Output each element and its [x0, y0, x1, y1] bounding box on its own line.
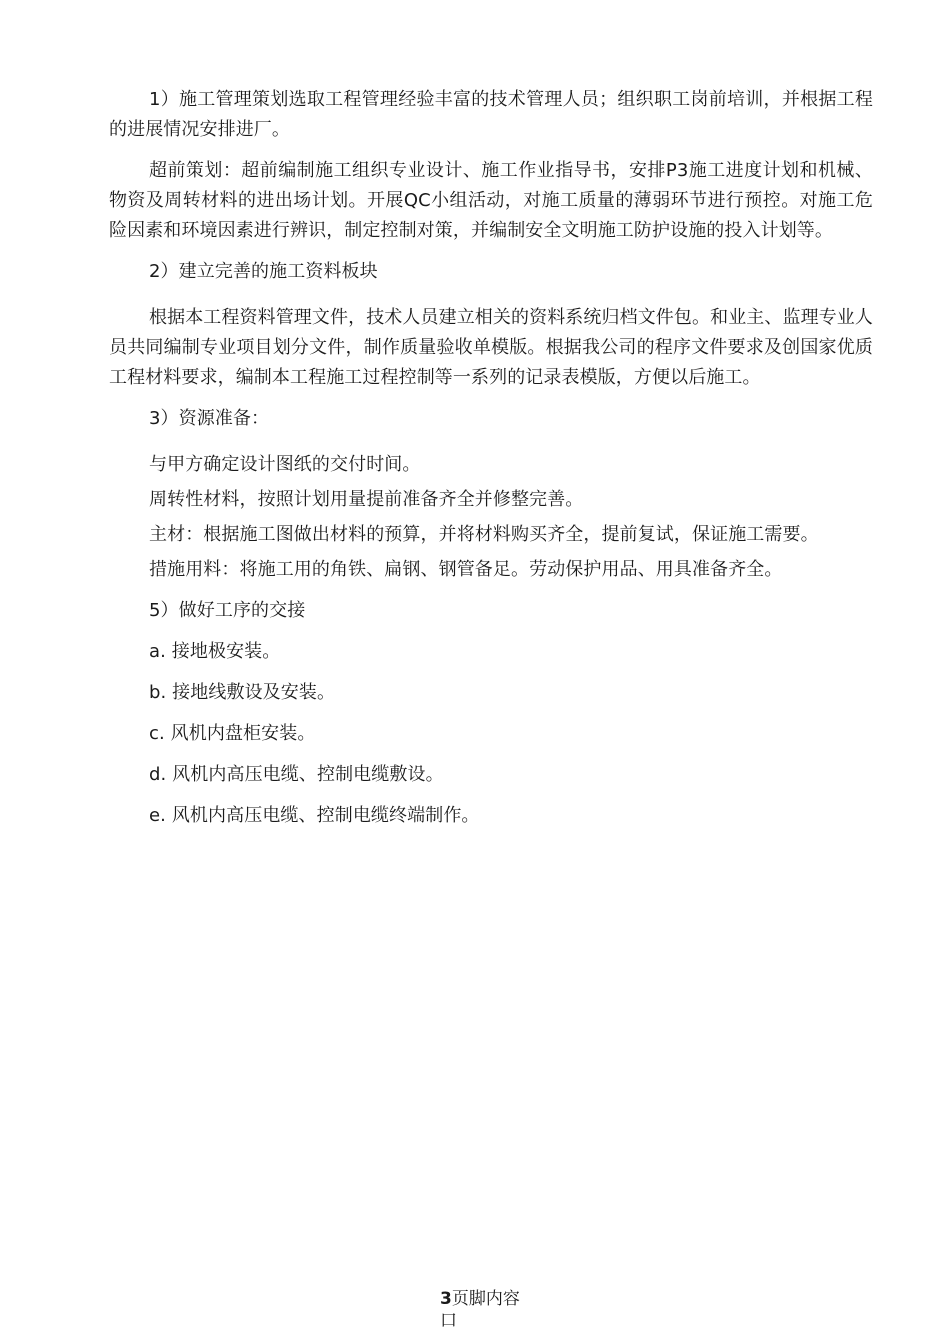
paragraph-main-materials: 主材：根据施工图做出材料的预算，并将材料购买齐全，提前复试，保证施工需要。	[149, 524, 819, 545]
paragraph-measure-materials: 措施用料：将施工用的角铁、扁钢、钢管备足。劳动保护用品、用具准备齐全。	[149, 559, 783, 580]
document-body	[109, 85, 873, 842]
page-number: 3	[440, 1289, 452, 1309]
list-item: c. 风机内盘柜安装。	[149, 723, 316, 744]
list-item: d. 风机内高压电缆、控制电缆敷设。	[149, 764, 444, 785]
paragraph-advance-planning: 超前策划：超前编制施工组织专业设计、施工作业指导书，安排P3施工进度计划和机械、物资及周转材料的进出场计划。开展QC小组活动，对施工质量的薄弱环节进行预控。对施工危险因素和环境因素进行辨识，制定控制对策，并编制安全文明施工防护设施的投入计划等。	[109, 160, 873, 241]
list-item: a. 接地极安装。	[149, 641, 281, 662]
footer-line	[440, 1288, 540, 1310]
footer-placeholder-glyph: 口	[440, 1311, 457, 1331]
list-item: e. 风机内高压电缆、控制电缆终端制作。	[149, 805, 480, 826]
list-item: b. 接地线敷设及安装。	[149, 682, 336, 703]
heading-process-handover: 5）做好工序的交接	[149, 600, 306, 621]
paragraph-records-system: 根据本工程资料管理文件，技术人员建立相关的资料系统归档文件包。和业主、监理专业人员共同编制专业项目划分文件，制作质量验收单模版。根据我公司的程序文件要求及创国家优质工程材料要求，编制本工程施工过程控制等一系列的记录表模版，方便以后施工。	[109, 307, 873, 388]
heading-resource-preparation: 3）资源准备：	[149, 408, 270, 429]
page-footer	[440, 1288, 540, 1332]
paragraph-drawing-delivery: 与甲方确定设计图纸的交付时间。	[149, 454, 421, 475]
paragraph-turnover-materials: 周转性材料，按照计划用量提前准备齐全并修整完善。	[149, 489, 584, 510]
paragraph-management-planning: 1）施工管理策划选取工程管理经验丰富的技术管理人员；组织职工岗前培训，并根据工程的进展情况安排进厂。	[109, 89, 873, 140]
footer-text: 页脚内容	[451, 1289, 520, 1309]
heading-construction-records: 2）建立完善的施工资料板块	[149, 261, 378, 282]
